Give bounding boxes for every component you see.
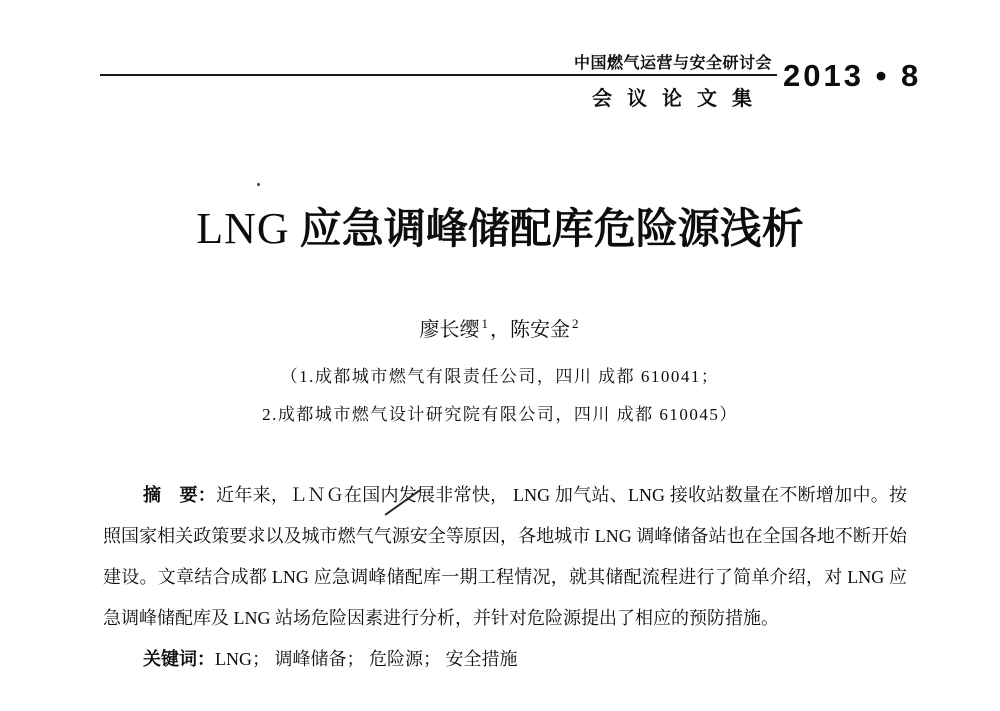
paper-title <box>0 196 1000 256</box>
affiliation-1: （1.成都城市燃气有限责任公司，四川 成都 610041； <box>280 367 720 386</box>
scan-speck-artifact <box>257 183 260 186</box>
author-name-2: 陈安金 <box>510 319 570 341</box>
author-name-1: 廖长缨 <box>419 319 480 341</box>
conference-name: 中国燃气运营与安全研讨会 <box>574 55 773 72</box>
authors-line <box>0 313 1000 342</box>
abstract-text-1: 近年来，ＬＮＧ在国内发展非常快， LNG 加气站、LNG 接收站数量在不断增加中。按 <box>216 485 907 505</box>
abstract-line <box>103 475 907 516</box>
author-sup-2: 2 <box>572 316 579 332</box>
abstract-line: 照国家相关政策要求以及城市燃气气源安全等原因，各地城市 LNG 调峰储备站也在全国各地不断开始 <box>103 526 907 546</box>
authors-separator: ， <box>490 319 510 341</box>
paper-title-latin: LNG <box>196 204 290 253</box>
header-rule <box>100 74 777 76</box>
abstract-line: 急调峰储配库及 LNG 站场危险因素进行分析，并针对危险源提出了相应的预防措施。 <box>103 608 779 628</box>
abstract-line: 建设。文章结合成都 LNG 应急调峰储配库一期工程情况，就其储配流程进行了简单介绍，对 LNG 应 <box>103 567 907 587</box>
author-sup-1: 1 <box>481 316 488 332</box>
keywords-line <box>103 639 907 680</box>
proceedings-label: 会议论文集 <box>592 88 767 110</box>
keywords-label: 关键词： <box>143 649 215 669</box>
abstract-block <box>103 475 907 680</box>
issue-number: 2013 • 8 <box>783 58 922 93</box>
paper-title-cn: 应急调峰储配库危险源浅析 <box>299 207 804 253</box>
abstract-label: 摘 要： <box>143 485 217 505</box>
keywords-text: LNG； 调峰储备； 危险源； 安全措施 <box>215 649 518 669</box>
affiliation-2: 2.成都城市燃气设计研究院有限公司，四川 成都 610045） <box>262 405 738 424</box>
